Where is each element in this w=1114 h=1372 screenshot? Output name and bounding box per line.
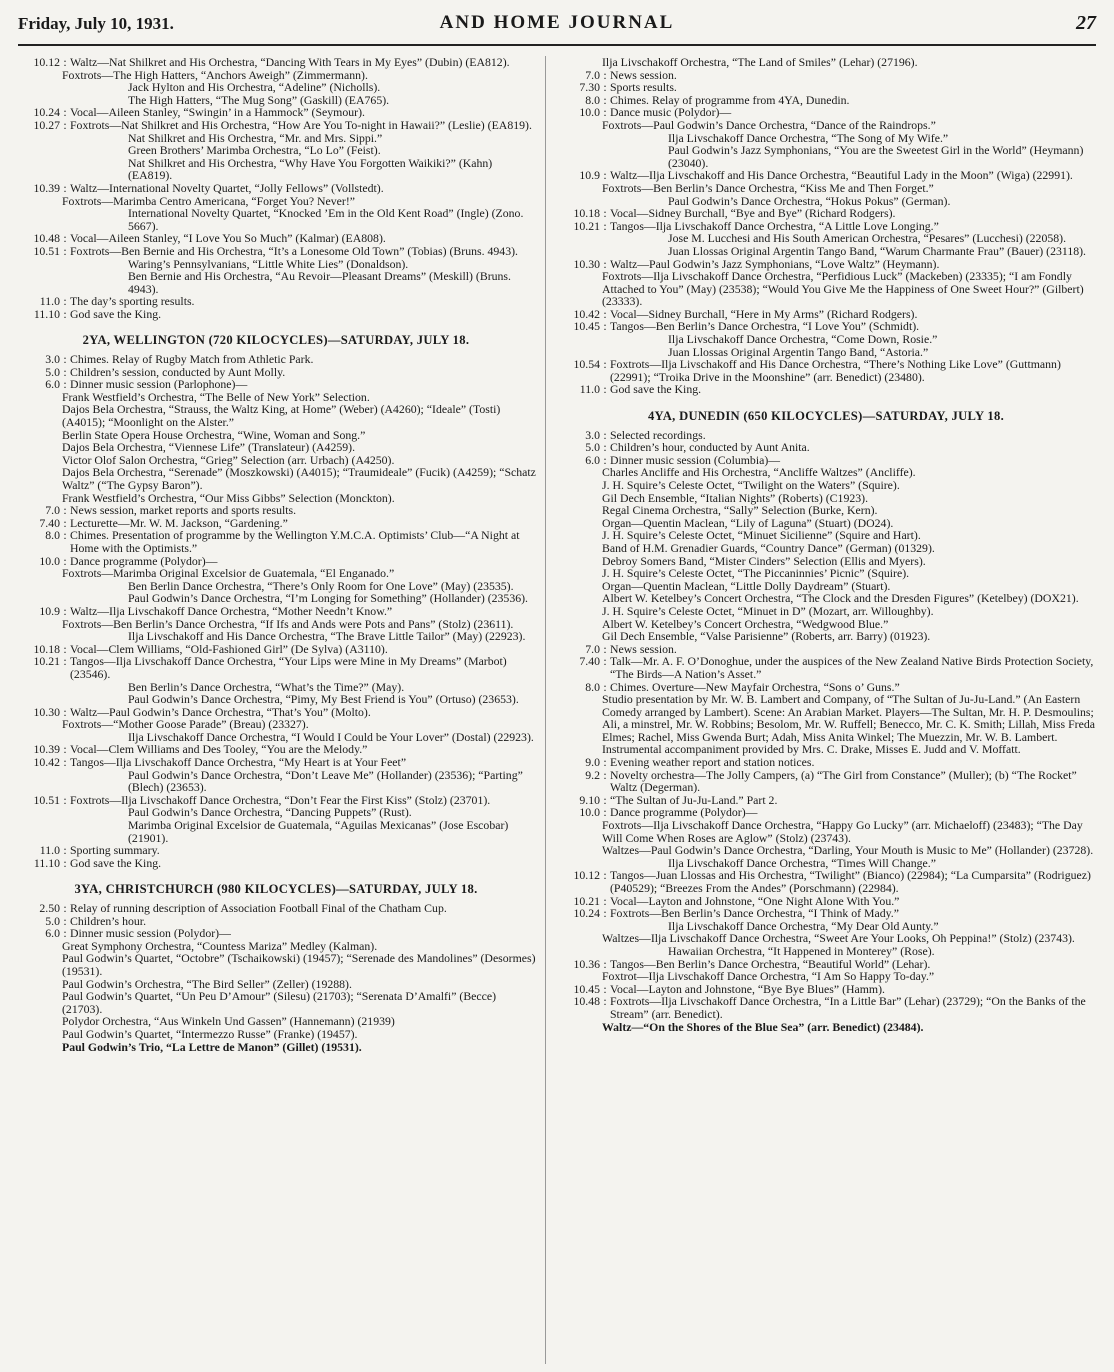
programme-sub-entry: Frank Westfield’s Orchestra, “The Belle of New York” Selection. xyxy=(62,389,370,404)
entry-time: 10.42 xyxy=(573,306,600,321)
programme-sub-entry: International Novelty Quartet, “Knocked ’Em in the Old Kent Road” (Ingle) (Zono. 5667). xyxy=(128,206,524,233)
programme-entry: 7.30 : Sports results. xyxy=(556,81,1096,94)
programme-sub-entry: Waring’s Pennsylvanians, “Little White Lies” (Donaldson). xyxy=(128,256,409,271)
entry-text: Relay of running description of Association Football Final of the Chatham Cup. xyxy=(70,901,447,915)
programme-sub-entry: J. H. Squire’s Celeste Octet, “Minuet Sicilienne” (Squire and Hart). xyxy=(602,528,921,543)
entry-text: Waltz—Paul Godwin’s Jazz Symphonians, “Love Waltz” (Heymann). xyxy=(610,256,940,271)
entry-text: Sports results. xyxy=(610,80,677,95)
programme-sub-entry: Paul Godwin’s Quartet, “Octobre” (Tschaikowski) (19457); “Serenade des Mandolines” (Desormes) (19531). xyxy=(62,951,536,978)
entry-text: News session. xyxy=(610,67,677,82)
entry-text: Vocal—Layton and Johnstone, “One Night Alone With You.” xyxy=(610,893,900,908)
entry-text: The day’s sporting results. xyxy=(70,294,195,309)
programme-entry: 10.51 : Foxtrots—Ben Bernie and His Orchestra, “It’s a Lonesome Old Town” (Tobias) (Bruns. 4943). xyxy=(16,245,536,258)
programme-sub-entry: Victor Olof Salon Orchestra, “Grieg” Selection (arr. Urbach) (A4250). xyxy=(62,452,395,467)
programme-sub-entry: Paul Godwin’s Orchestra, “The Bird Seller” (Zeller) (19288). xyxy=(62,976,352,991)
column-rule xyxy=(545,56,546,1364)
programme-sub-entry: Frank Westfield’s Orchestra, “Our Miss Gibbs” Selection (Monckton). xyxy=(62,490,395,505)
entry-time: 7.30 xyxy=(579,80,600,95)
programme-entry: 10.45 : Tangos—Ben Berlin’s Dance Orchestra, “I Love You” (Schmidt). xyxy=(556,320,1096,333)
entry-text: Tangos—Juan Llossas and His Orchestra, “Twilight” (Bianco) (22984); “La Cumparsita” (Rodriguez) (P40529); “Breezes From the Andes” (Porschmann) (22984). xyxy=(610,868,1091,895)
entry-text: Vocal—Clem Williams and Des Tooley, “You are the Melody.” xyxy=(70,742,368,757)
programme-sub-entry: Dajos Bela Orchestra, “Strauss, the Waltz King, at Home” (Weber) (A4260); “Ideale” (Tosti) (A4015); “Moonlight on the Alster.” xyxy=(62,402,501,430)
programme-entry: 10.39 : Vocal—Clem Williams and Des Tooley, “You are the Melody.” xyxy=(16,743,536,756)
programme-sub-entry: Foxtrots—Ben Berlin’s Dance Orchestra, “If Ifs and Ands were Pots and Pans” (Stolz) (23611). xyxy=(62,616,514,631)
entry-text: Chimes. Relay of programme from 4YA, Dunedin. xyxy=(610,92,850,107)
entry-time: 10.45 xyxy=(573,319,600,334)
entry-text: Sporting summary. xyxy=(70,843,160,858)
entry-time: 10.30 xyxy=(33,704,60,719)
entry-text: Dance programme (Polydor)— xyxy=(610,805,758,820)
programme-entry: 10.9 : Waltz—Ilja Livschakoff and His Dance Orchestra, “Beautiful Lady in the Moon” (Wiga) (22991). xyxy=(556,169,1096,182)
entry-text: Selected recordings. xyxy=(610,427,706,442)
entry-text: Waltz—International Novelty Quartet, “Jolly Fellows” (Vollstedt). xyxy=(70,180,384,195)
journal-title: AND HOME JOURNAL xyxy=(439,12,675,33)
entry-time: 10.21 xyxy=(573,893,600,908)
programme-entry: 2.50 : Relay of running description of Association Football Final of the Chatham Cup. xyxy=(16,902,536,915)
programme-entry: 10.21 : Tangos—Ilja Livschakoff Dance Orchestra, “Your Lips were Mine in My Dreams” (Marbot) (23546). xyxy=(16,655,536,680)
entry-time: 10.12 xyxy=(573,868,600,883)
left-column xyxy=(16,56,536,1364)
page-header xyxy=(18,10,1096,46)
programme-entry: 10.0 : Dance programme (Polydor)— xyxy=(16,555,536,568)
programme-sub-entry: Ilja Livschakoff Dance Orchestra, “The Song of My Wife.” xyxy=(668,130,949,145)
entry-text: Foxtrots—Ilja Livschakoff Dance Orchestra, “In a Little Bar” (Lehar) (23729); “On the Banks of the Stream” (arr. Benedict). xyxy=(610,994,1086,1021)
programme-sub-entry: Dajos Bela Orchestra, “Viennese Life” (Translateur) (A4259). xyxy=(62,440,356,455)
programme-sub-entry: Ilja Livschakoff Dance Orchestra, “Times Will Change.” xyxy=(668,855,936,870)
programme-sub-entry: Juan Llossas Original Argentin Tango Band, “Astoria.” xyxy=(668,344,929,359)
entry-time: 7.0 xyxy=(585,641,600,656)
entry-time: 8.0 xyxy=(585,92,600,107)
entry-time: 2.50 xyxy=(39,901,60,915)
entry-time: 9.0 xyxy=(585,755,600,770)
entry-text: Waltz—Ilja Livschakoff and His Dance Orchestra, “Beautiful Lady in the Moon” (Wiga) (22991). xyxy=(610,168,1073,183)
programme-sub-entry: Paul Godwin’s Jazz Symphonians, “You are the Sweetest Girl in the World” (Heymann) (23040). xyxy=(668,143,1084,170)
programme-entry: 5.0 : Children’s session, conducted by Aunt Molly. xyxy=(16,366,536,379)
entry-time: 8.0 xyxy=(45,528,60,543)
programme-entry: 10.12 : Tangos—Juan Llossas and His Orchestra, “Twilight” (Bianco) (22984); “La Cumparsita” (Rodriguez) (P40529); “Breezes From the Andes” (Porschmann) (22984). xyxy=(556,869,1096,894)
programme-sub-entry: Charles Ancliffe and His Orchestra, “Ancliffe Waltzes” (Ancliffe). xyxy=(602,465,916,480)
programme-sub-entry: Foxtrots—Ben Berlin’s Dance Orchestra, “Kiss Me and Then Forget.” xyxy=(602,180,934,195)
entry-time: 10.39 xyxy=(33,180,60,195)
programme-sub-entry: Ilja Livschakoff Dance Orchestra, “I Would I Could be Your Lover” (Dostal) (22923). xyxy=(128,729,534,744)
entry-time: 10.27 xyxy=(33,117,60,132)
entry-time: 11.10 xyxy=(33,855,60,870)
programme-sub-entry: Ilja Livschakoff Dance Orchestra, “My Dear Old Aunty.” xyxy=(668,918,939,933)
programme-entry: 3.0 : Chimes. Relay of Rugby Match from Athletic Park. xyxy=(16,353,536,366)
programme-entry: 10.48 : Foxtrots—Ilja Livschakoff Dance Orchestra, “In a Little Bar” (Lehar) (23729); “On the Banks of the Stream” (arr. Benedict). xyxy=(556,995,1096,1020)
programme-sub-entry: Organ—Quentin Maclean, “Little Dolly Daydream” (Stuart). xyxy=(602,578,891,593)
programme-entry: 7.40 : Lecturette—Mr. W. M. Jackson, “Gardening.” xyxy=(16,517,536,530)
entry-text: Tangos—Ilja Livschakoff Dance Orchestra, “My Heart is at Your Feet” xyxy=(70,755,407,770)
programme-sub-entry: Paul Godwin’s Dance Orchestra, “I’m Longing for Something” (Hollander) (23536). xyxy=(128,591,529,606)
entry-time: 6.0 xyxy=(585,452,600,467)
programme-entry: 8.0 : Chimes. Relay of programme from 4YA, Dunedin. xyxy=(556,94,1096,107)
entry-text: Waltz—Nat Shilkret and His Orchestra, “Dancing With Tears in My Eyes” (Dubin) (EA812). xyxy=(70,56,510,69)
programme-entry: 10.42 : Vocal—Sidney Burchall, “Here in My Arms” (Richard Rodgers). xyxy=(556,308,1096,321)
entry-text: Waltz—Paul Godwin’s Dance Orchestra, “That’s You” (Molto). xyxy=(70,704,371,719)
entry-text: Foxtrots—Ben Berlin’s Dance Orchestra, “I Think of Mady.” xyxy=(610,906,899,921)
programme-sub-entry: The High Hatters, “The Mug Song” (Gaskill) (EA765). xyxy=(128,92,390,107)
entry-text: Dinner music session (Columbia)— xyxy=(610,452,781,467)
programme-sub-entry: Paul Godwin’s Trio, “La Lettre de Manon” (Gillet) (19531). xyxy=(62,1039,362,1054)
entry-time: 3.0 xyxy=(45,352,60,367)
programme-sub-entry: Debroy Somers Band, “Mister Cinders” Selection (Ellis and Myers). xyxy=(602,553,926,568)
entry-time: 10.9 xyxy=(579,168,600,183)
entry-text: Chimes. Presentation of programme by the Wellington Y.M.C.A. Optimists’ Club—“A Night at Home with the Optimists.” xyxy=(70,528,520,555)
programme-sub-entry: Jose M. Lucchesi and His South American Orchestra, “Pesares” (Lucchesi) (22058). xyxy=(668,231,1067,246)
entry-time: 10.45 xyxy=(573,981,600,996)
station-heading-3ya: 3YA, CHRISTCHURCH (980 KILOCYCLES)—SATURDAY, JULY 18. xyxy=(74,882,478,897)
programme-sub-entry: Foxtrots—“Mother Goose Parade” (Breau) (23327). xyxy=(62,717,309,732)
programme-entry: 6.0 : Dinner music session (Polydor)— xyxy=(16,927,536,940)
entry-text: Vocal—Clem Williams, “Old-Fashioned Girl” (De Sylva) (A3110). xyxy=(70,641,388,656)
programme-sub-entry: Marimba Original Excelsior de Guatemala, “Aguilas Mexicanas” (Jose Escobar) (21901). xyxy=(128,818,509,845)
programme-sub-entry: Foxtrots—Marimba Centro Americana, “Forget You? Never!” xyxy=(62,193,356,208)
programme-entry: 7.40 : Talk—Mr. A. F. O’Donoghue, under the auspices of the New Zealand Native Birds Protection Society, “The Birds—A Nation’s Asset.” xyxy=(556,655,1096,680)
entry-text: Tangos—Ben Berlin’s Dance Orchestra, “Beautiful World” (Lehar). xyxy=(610,956,931,971)
programme-sub-entry: Ilja Livschakoff and His Dance Orchestra, “The Brave Little Tailor” (May) (22923). xyxy=(128,629,526,644)
programme-sub-entry: Waltz—“On the Shores of the Blue Sea” (arr. Benedict) (23484). xyxy=(602,1019,924,1034)
entry-text: Foxtrots—Ben Bernie and His Orchestra, “It’s a Lonesome Old Town” (Tobias) (Bruns. 4943). xyxy=(70,243,518,258)
programme-sub-entry: Foxtrots—The High Hatters, “Anchors Aweigh” (Zimmermann). xyxy=(62,67,368,82)
programme-sub-entry: Ben Bernie and His Orchestra, “Au Revoir—Pleasant Dreams” (Meskill) (Bruns. 4943). xyxy=(128,269,511,296)
programme-sub-entry: Studio presentation by Mr. W. B. Lambert and Company, of “The Sultan of Ju-Ju-Land.” (An Eastern Comedy arranged by Lambert). Scene: An Arabian Market. Players—The Sultan, Mr. H. P. Desmoulins; Ali, a minstrel, Mr. W. Robbins; Besolom, Mr. W. Ruffell; Benecco, Mr. C. K. Smith; Lillah, Miss Freda Elmes; Rachel, Miss Gwenda Burt; Adah, Miss Anita Winkel; The Muezzin, Mr. W. B. Lambert. Instrumental accompaniment provided by Mrs. C. Drake, Misses E. Judd and V. Moffatt. xyxy=(602,692,1095,757)
programme-entry: 10.0 : Dance music (Polydor)— xyxy=(556,106,1096,119)
entry-text: News session. xyxy=(610,641,677,656)
entry-text: Dinner music session (Polydor)— xyxy=(70,926,231,941)
entry-text: Children’s session, conducted by Aunt Molly. xyxy=(70,364,286,379)
entry-text: Children’s hour. xyxy=(70,913,147,928)
programme-sub-entry: J. H. Squire’s Celeste Octet, “The Piccaninnies’ Picnic” (Squire). xyxy=(602,566,910,581)
programme-sub-entry: Paul Godwin’s Dance Orchestra, “Don’t Leave Me” (Hollander) (23536); “Parting” (Blech) (23653). xyxy=(128,767,523,795)
entry-time: 10.48 xyxy=(33,231,60,246)
entry-time: 10.39 xyxy=(33,742,60,757)
entry-text: God save the King. xyxy=(610,382,702,397)
programme-entry: 10.36 : Tangos—Ben Berlin’s Dance Orchestra, “Beautiful World” (Lehar). xyxy=(556,958,1096,971)
entry-text: Lecturette—Mr. W. M. Jackson, “Gardening.” xyxy=(70,515,288,530)
programme-sub-entry: Dajos Bela Orchestra, “Serenade” (Moszkowski) (A4015); “Traumideale” (Fucik) (A4259); “Schatz Waltz” (“The Gypsy Baron”). xyxy=(62,465,536,492)
programme-sub-entry: J. H. Squire’s Celeste Octet, “Minuet in D” (Mozart, arr. Willoughby). xyxy=(602,603,934,618)
entry-time: 10.51 xyxy=(33,243,60,258)
entry-text: Tangos—Ilja Livschakoff Dance Orchestra, “Your Lips were Mine in My Dreams” (Marbot) (23546). xyxy=(70,654,507,681)
entry-time: 10.51 xyxy=(33,792,60,807)
entry-time: 10.18 xyxy=(573,206,600,221)
entry-text: Dance music (Polydor)— xyxy=(610,105,732,120)
programme-entry: 11.0 : Sporting summary. xyxy=(16,844,536,857)
entry-time: 10.12 xyxy=(33,56,60,69)
entry-text: Novelty orchestra—The Jolly Campers, (a) “The Girl from Constance” (Muller); (b) “The Rocket” Waltz (Degerman). xyxy=(610,767,1077,795)
entry-text: Dinner music session (Parlophone)— xyxy=(70,377,248,392)
programme-entry: 10.18 : Vocal—Clem Williams, “Old-Fashioned Girl” (De Sylva) (A3110). xyxy=(16,643,536,656)
programme-entry: 10.30 : Waltz—Paul Godwin’s Dance Orchestra, “That’s You” (Molto). xyxy=(16,706,536,719)
entry-time: 10.48 xyxy=(573,994,600,1009)
programme-sub-entry: Foxtrots—Ilja Livschakoff Dance Orchestra, “Perfidious Luck” (Mackeben) (23335); “I am Fondly Attached to You” (May) (23538); “Would You Give Me the Happiness of One Sweet Hour?” (Gilbert) (23333). xyxy=(602,269,1084,309)
entry-text: Evening weather report and station notices. xyxy=(610,755,815,770)
entry-text: Children’s hour, conducted by Aunt Anita. xyxy=(610,440,810,455)
programme-sub-entry: Paul Godwin’s Dance Orchestra, “Pimy, My Best Friend is You” (Ortuso) (23653). xyxy=(128,692,519,707)
entry-time: 10.30 xyxy=(573,256,600,271)
entry-time: 9.10 xyxy=(579,792,600,807)
programme-entry: 9.10 : “The Sultan of Ju-Ju-Land.” Part 2. xyxy=(556,794,1096,807)
entry-text: Foxtrots—Ilja Livschakoff Dance Orchestra, “Don’t Fear the First Kiss” (Stolz) (23701). xyxy=(70,792,491,807)
entry-text: News session, market reports and sports results. xyxy=(70,503,297,518)
entry-time: 6.0 xyxy=(45,377,60,392)
entry-time: 10.0 xyxy=(579,805,600,820)
entry-time: 10.18 xyxy=(33,641,60,656)
programme-sub-entry: Paul Godwin’s Quartet, “Intermezzo Russe” (Franke) (19457). xyxy=(62,1026,358,1041)
entry-time: 10.24 xyxy=(573,906,600,921)
programme-entry: 11.10 : God save the King. xyxy=(16,857,536,870)
entry-time: 10.21 xyxy=(33,654,60,669)
programme-sub-entry: Ilja Livschakoff Orchestra, “The Land of Smiles” (Lehar) (27196). xyxy=(602,56,918,69)
programme-entry: 11.0 : God save the King. xyxy=(556,383,1096,396)
programme-sub-entry: Green Brothers’ Marimba Orchestra, “Lo Lo” (Feist). xyxy=(128,143,381,158)
entry-text: “The Sultan of Ju-Ju-Land.” Part 2. xyxy=(610,792,778,807)
entry-time: 3.0 xyxy=(585,427,600,442)
programme-entry: 10.42 : Tangos—Ilja Livschakoff Dance Orchestra, “My Heart is at Your Feet” xyxy=(16,756,536,769)
programme-entry: 9.0 : Evening weather report and station notices. xyxy=(556,756,1096,769)
entry-time: 10.0 xyxy=(579,105,600,120)
entry-text: Talk—Mr. A. F. O’Donoghue, under the auspices of the New Zealand Native Birds Protection Society, “The Birds—A Nation’s Asset.” xyxy=(610,654,1094,681)
programme-entry: 10.9 : Waltz—Ilja Livschakoff Dance Orchestra, “Mother Needn’t Know.” xyxy=(16,605,536,618)
programme-sub-entry: Nat Shilkret and His Orchestra, “Mr. and Mrs. Sippi.” xyxy=(128,130,383,145)
programme-sub-entry: Nat Shilkret and His Orchestra, “Why Have You Forgotten Waikiki?” (Kahn) (EA819). xyxy=(128,155,493,183)
programme-entry: 10.30 : Waltz—Paul Godwin’s Jazz Symphonians, “Love Waltz” (Heymann). xyxy=(556,258,1096,271)
entry-time: 10.24 xyxy=(33,105,60,120)
station-heading-2ya: 2YA, WELLINGTON (720 KILOCYCLES)—SATURDAY, JULY 18. xyxy=(82,333,470,348)
entry-time: 10.36 xyxy=(573,956,600,971)
right-column xyxy=(556,56,1096,1364)
entry-text: Foxtrots—Ilja Livschakoff and His Dance Orchestra, “There’s Nothing Like Love” (Guttmann) (22991); “Troika Drive in the Moonshine” (arr. Benedict) (23480). xyxy=(610,357,1061,384)
programme-sub-entry: Gil Dech Ensemble, “Valse Parisienne” (Roberts, arr. Barry) (01923). xyxy=(602,629,931,644)
entry-text: Waltz—Ilja Livschakoff Dance Orchestra, “Mother Needn’t Know.” xyxy=(70,603,393,618)
entry-time: 9.2 xyxy=(585,767,600,782)
entry-time: 11.0 xyxy=(39,294,60,309)
programme-entry: 10.24 : Foxtrots—Ben Berlin’s Dance Orchestra, “I Think of Mady.” xyxy=(556,907,1096,920)
page-number: 27 xyxy=(1076,12,1096,34)
programme-sub-entry: Jack Hylton and His Orchestra, “Adeline” (Nicholls). xyxy=(128,80,381,95)
programme-sub-entry: Ilja Livschakoff Dance Orchestra, “Come Down, Rosie.” xyxy=(668,332,938,347)
entry-time: 11.10 xyxy=(33,306,60,321)
programme-entry: 3.0 : Selected recordings. xyxy=(556,429,1096,442)
programme-entry: 10.27 : Foxtrots—Nat Shilkret and His Orchestra, “How Are You To-night in Hawaii?” (Leslie) (EA819). xyxy=(16,119,536,132)
programme-sub-entry: Paul Godwin’s Quartet, “Un Peu D’Amour” (Silesu) (21703); “Serenata D’Amalfi” (Becce) (21703). xyxy=(62,989,497,1016)
entry-text: Tangos—Ilja Livschakoff Dance Orchestra, “A Little Love Longing.” xyxy=(610,218,939,233)
programme-entry: 10.0 : Dance programme (Polydor)— xyxy=(556,806,1096,819)
programme-sub-entry: J. H. Squire’s Celeste Octet, “Twilight on the Waters” (Squire). xyxy=(602,478,900,492)
programme-entry: 6.0 : Dinner music session (Columbia)— xyxy=(556,454,1096,467)
programme-entry: 10.18 : Vocal—Sidney Burchall, “Bye and Bye” (Richard Rodgers). xyxy=(556,207,1096,220)
programme-entry: 9.2 : Novelty orchestra—The Jolly Campers, (a) “The Girl from Constance” (Muller); (b) “The Rocket” Waltz (Degerman). xyxy=(556,769,1096,794)
programme-entry: 6.0 : Dinner music session (Parlophone)— xyxy=(16,378,536,391)
programme-sub-entry: Waltzes—Ilja Livschakoff Dance Orchestra, “Sweet Are Your Looks, Oh Peppina!” (Stolz) (23743). xyxy=(602,931,1075,946)
entry-time: 5.0 xyxy=(45,364,60,379)
entry-text: Chimes. Overture—New Mayfair Orchestra, “Sons o’ Guns.” xyxy=(610,679,900,694)
programme-entry: 11.0 : The day’s sporting results. xyxy=(16,295,536,308)
programme-entry: 10.21 : Tangos—Ilja Livschakoff Dance Orchestra, “A Little Love Longing.” xyxy=(556,220,1096,233)
programme-sub-entry: Albert W. Ketelbey’s Concert Orchestra, “The Clock and the Dresden Figures” (Ketelbey) (DOX21). xyxy=(602,591,1079,606)
entry-time: 7.0 xyxy=(45,503,60,518)
entry-time: 10.54 xyxy=(573,357,600,372)
programme-sub-entry: Great Symphony Orchestra, “Countess Mariza” Medley (Kalman). xyxy=(62,938,378,953)
programme-entry: 8.0 : Chimes. Presentation of programme by the Wellington Y.M.C.A. Optimists’ Club—“A Night at Home with the Optimists.” xyxy=(16,529,536,554)
programme-entry: 10.48 : Vocal—Aileen Stanley, “I Love You So Much” (Kalmar) (EA808). xyxy=(16,232,536,245)
programme-entry: 10.54 : Foxtrots—Ilja Livschakoff and His Dance Orchestra, “There’s Nothing Like Love” (Guttmann) (22991); “Troika Drive in the Moonshine” (arr. Benedict) (23480). xyxy=(556,358,1096,383)
programme-sub-entry: Foxtrots—Marimba Original Excelsior de Guatemala, “El Enganado.” xyxy=(62,566,395,581)
entry-time: 6.0 xyxy=(45,926,60,941)
entry-time: 7.40 xyxy=(39,515,60,530)
programme-sub-entry: Ben Berlin’s Dance Orchestra, “What’s the Time?” (May). xyxy=(128,679,405,694)
programme-entry: 7.0 : News session. xyxy=(556,643,1096,656)
entry-text: God save the King. xyxy=(70,306,162,321)
programme-sub-entry: Ben Berlin Dance Orchestra, “There’s Only Room for One Love” (May) (23535). xyxy=(128,578,514,593)
programme-entry: 10.21 : Vocal—Layton and Johnstone, “One Night Alone With You.” xyxy=(556,895,1096,908)
entry-time: 11.0 xyxy=(579,382,600,397)
entry-text: Vocal—Aileen Stanley, “Swingin’ in a Hammock” (Seymour). xyxy=(70,105,365,120)
entry-time: 5.0 xyxy=(585,440,600,455)
programme-entry: 10.45 : Vocal—Layton and Johnstone, “Bye Bye Blues” (Hamm). xyxy=(556,983,1096,996)
programme-sub-entry: Foxtrots—Paul Godwin’s Dance Orchestra, “Dance of the Raindrops.” xyxy=(602,117,936,132)
programme-sub-entry: Paul Godwin’s Dance Orchestra, “Dancing Puppets” (Rust). xyxy=(128,805,412,820)
programme-sub-entry: Polydor Orchestra, “Aus Winkeln Und Gassen” (Hannemann) (21939) xyxy=(62,1014,395,1029)
programme-entry: 10.39 : Waltz—International Novelty Quartet, “Jolly Fellows” (Vollstedt). xyxy=(16,182,536,195)
entry-time: 10.21 xyxy=(573,218,600,233)
programme-entry: 7.0 : News session, market reports and sports results. xyxy=(16,504,536,517)
programme-entry: 5.0 : Children’s hour, conducted by Aunt Anita. xyxy=(556,441,1096,454)
programme-sub-entry: Foxtrots—Ilja Livschakoff Dance Orchestra, “Happy Go Lucky” (arr. Michaeloff) (23483); “The Day Will Come When Roses are Aglow” (Stolz) (23743). xyxy=(602,818,1083,845)
entry-text: Tangos—Ben Berlin’s Dance Orchestra, “I Love You” (Schmidt). xyxy=(610,319,920,334)
entry-text: Vocal—Aileen Stanley, “I Love You So Much” (Kalmar) (EA808). xyxy=(70,231,386,246)
programme-sub-entry: Foxtrot—Ilja Livschakoff Dance Orchestra, “I Am So Happy To-day.” xyxy=(602,969,935,984)
entry-time: 10.42 xyxy=(33,755,60,770)
entry-time: 10.9 xyxy=(39,603,60,618)
entry-time: 11.0 xyxy=(39,843,60,858)
programme-sub-entry: Band of H.M. Grenadier Guards, “Country Dance” (German) (01329). xyxy=(602,540,935,555)
entry-time: 5.0 xyxy=(45,913,60,928)
programme-entry: 5.0 : Children’s hour. xyxy=(16,915,536,928)
entry-time: 8.0 xyxy=(585,679,600,694)
programme-sub-entry: Juan Llossas Original Argentin Tango Band, “Warum Charmante Frau” (Bauer) (23118). xyxy=(668,243,1087,258)
programme-sub-entry: Hawaiian Orchestra, “It Happened in Monterey” (Rose). xyxy=(668,943,935,958)
programme-sub-entry: Berlin State Opera House Orchestra, “Wine, Woman and Song.” xyxy=(62,427,366,442)
programme-entry: 10.51 : Foxtrots—Ilja Livschakoff Dance Orchestra, “Don’t Fear the First Kiss” (Stolz) (23701). xyxy=(16,794,536,807)
programme-entry: 10.24 : Vocal—Aileen Stanley, “Swingin’ in a Hammock” (Seymour). xyxy=(16,106,536,119)
entry-text: Dance programme (Polydor)— xyxy=(70,553,218,568)
entry-text: Foxtrots—Nat Shilkret and His Orchestra, “How Are You To-night in Hawaii?” (Leslie) (EA819). xyxy=(70,117,532,132)
programme-sub-entry: Regal Cinema Orchestra, “Sally” Selection (Burke, Kern). xyxy=(602,503,878,518)
programme-sub-entry: Gil Dech Ensemble, “Italian Nights” (Roberts) (C1923). xyxy=(602,490,869,505)
programme-entry: 8.0 : Chimes. Overture—New Mayfair Orchestra, “Sons o’ Guns.” xyxy=(556,681,1096,694)
programme-sub-entry: Albert W. Ketelbey’s Concert Orchestra, “Wedgwood Blue.” xyxy=(602,616,889,631)
entry-text: Vocal—Sidney Burchall, “Bye and Bye” (Richard Rodgers). xyxy=(610,206,896,221)
entry-text: Chimes. Relay of Rugby Match from Athletic Park. xyxy=(70,352,314,367)
entry-time: 10.0 xyxy=(39,553,60,568)
programme-sub-entry: Waltzes—Paul Godwin’s Dance Orchestra, “Darling, Your Mouth is Music to Me” (Hollander) (23728). xyxy=(602,843,1094,858)
entry-time: 7.0 xyxy=(585,67,600,82)
station-heading-4ya: 4YA, DUNEDIN (650 KILOCYCLES)—SATURDAY, JULY 18. xyxy=(647,409,1005,424)
entry-text: Vocal—Layton and Johnstone, “Bye Bye Blues” (Hamm). xyxy=(610,981,885,996)
programme-sub-entry: Organ—Quentin Maclean, “Lily of Laguna” (Stuart) (DO24). xyxy=(602,515,894,530)
programme-entry: 10.12 : Waltz—Nat Shilkret and His Orchestra, “Dancing With Tears in My Eyes” (Dubin) (EA812). xyxy=(16,56,536,69)
entry-text: God save the King. xyxy=(70,855,162,870)
programme-entry: 7.0 : News session. xyxy=(556,69,1096,82)
programme-sub-entry: Paul Godwin’s Dance Orchestra, “Hokus Pokus” (German). xyxy=(668,193,951,208)
entry-text: Vocal—Sidney Burchall, “Here in My Arms” (Richard Rodgers). xyxy=(610,306,918,321)
entry-time: 7.40 xyxy=(579,654,600,669)
programme-entry: 11.10 : God save the King. xyxy=(16,308,536,321)
issue-date: Friday, July 10, 1931. xyxy=(18,14,174,33)
